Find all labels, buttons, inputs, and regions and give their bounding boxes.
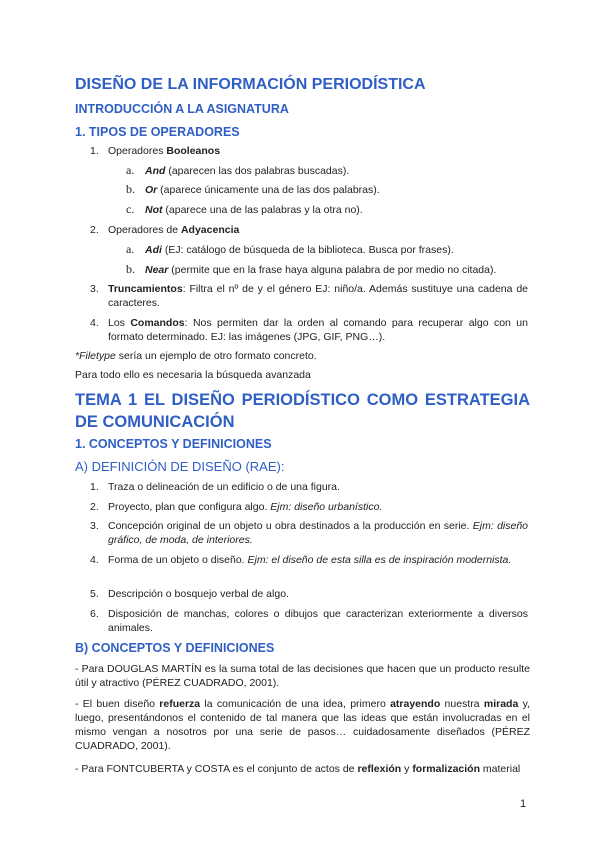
section-operators-heading: 1. TIPOS DE OPERADORES [75,125,240,139]
concepts-b-heading: B) CONCEPTOS Y DEFINICIONES [75,641,275,655]
bold-run: formalización [412,763,480,775]
bold-run: reflexión [357,763,402,775]
sub-term: Near [145,264,169,276]
sub-text [145,243,530,257]
paragraph-buen-diseno [75,697,530,753]
def-text: Forma de un objeto o diseño. [108,554,248,566]
sub-letter: c. [126,202,135,216]
list-text [108,144,528,158]
sub-letter: b. [126,182,135,196]
list-text [108,587,528,601]
text-prefix: Operadores de [108,224,181,236]
text-run: nuestra [440,698,484,710]
note-term: *Filetype [75,350,116,362]
list-number: 1. [90,145,99,157]
sub-text [145,203,530,217]
list-number: 2. [90,501,99,513]
tema1-heading: TEMA 1 EL DISEÑO PERIODÍSTICO COMO ESTRATEGIA DE COMUNICACIÓN [75,391,530,431]
list-number: 2. [90,224,99,236]
bold-term: Comandos [130,317,185,329]
paragraph-douglas: - Para DOUGLAS MARTÍN es la suma total de las decisiones que hacen que un producto resulte útil y atractivo (PÉREZ CUADRADO, 2001). [75,663,530,689]
list-text [108,223,528,237]
text-run: y [401,763,413,775]
text-run: - Para FONTCUBERTA y COSTA es el conjunto de actos de [75,763,358,775]
note-text: sería un ejemplo de otro formato concreto. [115,350,317,362]
sub-desc: (EJ: catálogo de búsqueda de la biblioteca. Busca por frases). [161,244,454,256]
def-example: Ejm: diseño gráfico, de moda, de interiores. [108,520,529,546]
paragraph-fontcuberta [75,762,530,776]
list-number: 5. [90,588,99,600]
sub-term: And [145,165,166,177]
sub-text [145,263,530,277]
bold-term: Truncamientos [108,283,183,295]
list-number: 1. [90,481,99,493]
sub-desc: (aparece únicamente una de las dos palabras). [157,184,380,196]
item-desc: : Nos permiten dar la orden al comando para recuperar algo con un formato determinado. EJ: las imágenes (JPG, GIF, PNG…). [108,317,528,343]
list-text [108,282,528,310]
sub-term: Or [145,184,158,196]
list-text [108,553,528,567]
list-text [108,316,528,344]
sub-desc: (aparecen las dos palabras buscadas). [165,165,350,177]
bold-term: Booleanos [166,145,221,157]
sub-text [145,183,530,197]
list-number: 6. [90,608,99,620]
bold-term: Adyacencia [180,224,240,236]
def-text: Disposición de manchas, colores o dibujos que caracterizan exteriormente a diversos animales. [108,608,528,634]
sub-desc: (permite que en la frase haya alguna palabra de por medio no citada). [168,264,497,276]
list-text [108,500,528,514]
def-example: Ejm: el diseño de esta silla es de inspiración modernista. [247,554,512,566]
document-title: DISEÑO DE LA INFORMACIÓN PERIODÍSTICA [75,76,426,93]
list-number: 4. [90,317,99,329]
bold-run: mirada [483,698,519,710]
text-prefix: Los [108,317,131,329]
intro-heading: INTRODUCCIÓN A LA ASIGNATURA [75,102,289,116]
advanced-search-note: Para todo ello es necesaria la búsqueda avanzada [75,369,311,381]
def-text: Traza o delineación de un edificio o de una figura. [108,481,340,493]
sub-term: Adi [145,244,162,256]
filetype-note [75,349,530,363]
concepts-heading: 1. CONCEPTOS Y DEFINICIONES [75,437,272,451]
definition-heading: A) DEFINICIÓN DE DISEÑO (RAE): [75,459,285,474]
def-text: Descripción o bosquejo verbal de algo. [108,588,289,600]
bold-run: atrayendo [390,698,441,710]
sub-letter: b. [126,262,135,276]
list-number: 4. [90,554,99,566]
bold-run: refuerza [159,698,201,710]
def-text: Concepción original de un objeto u obra destinados a la producción en serie. [108,520,473,532]
sub-letter: a. [126,242,135,256]
def-example: Ejm: diseño urbanístico. [270,501,383,513]
def-text: Proyecto, plan que configura algo. [108,501,271,513]
list-text [108,480,528,494]
sub-text [145,164,530,178]
text-run: la comunicación de una idea, primero [200,698,391,710]
sub-desc: (aparece una de las palabras y la otra no). [162,204,363,216]
sub-term: Not [145,204,163,216]
list-text [108,519,528,547]
text-run: y, luego, presentándonos el contenido de tal manera que las ideas que están involucradas en el mismo vengan a nosotros por una serie de pasos… cuidadosamente diseñados (PÉREZ CUADRADO, 2001). [75,698,530,752]
text-run: material [480,763,521,775]
text-prefix: Operadores [108,145,167,157]
list-text [108,607,528,635]
page-number: 1 [520,798,527,810]
list-number: 3. [90,283,99,295]
item-desc: : Filtra el nº de y el género EJ: niño/a. Además sustituye una cadena de caracteres. [108,283,528,309]
list-number: 3. [90,520,99,532]
text-run: - El buen diseño [75,698,160,710]
sub-letter: a. [126,163,135,177]
